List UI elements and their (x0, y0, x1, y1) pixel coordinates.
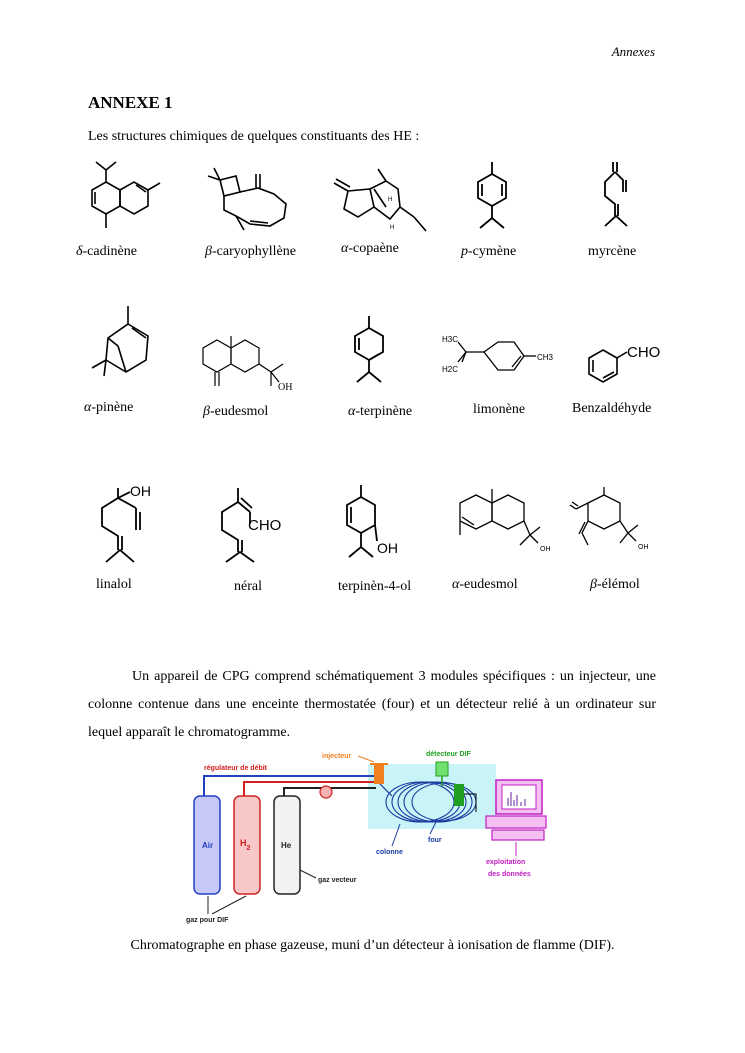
structure-limonene (440, 330, 555, 392)
label-a-terpinene: α-terpinène (348, 404, 413, 419)
svg-text:des données: des données (488, 871, 531, 878)
svg-text:H3C: H3C (442, 335, 459, 344)
svg-text:four: four (428, 837, 442, 844)
label-neral: néral (234, 579, 262, 594)
label-limonene: limonène (473, 402, 526, 417)
label-a-eudesmol: α-eudesmol (452, 577, 518, 592)
label-myrcene: myrcène (588, 244, 637, 259)
svg-text:H2: $H_2$ (240, 838, 251, 852)
svg-text:OH: OH (540, 546, 551, 553)
structure-b-eudesmol (195, 330, 305, 400)
structure-b-elemol (566, 487, 678, 567)
regulator-icon (320, 786, 332, 798)
svg-text:H2C: H2C (442, 365, 459, 374)
cpg-paragraph: Un appareil de CPG comprend schématiquement 3 modules spécifiques : un injecteur, une colonne contenue dans une enceinte thermostatée (four) et un détecteur relié à un ordinateur sur lequel apparaît le chromatogramme. (88, 669, 656, 740)
label-cadinene: δ-cadinène (76, 244, 137, 259)
svg-text:gaz pour DIF: gaz pour DIF (186, 917, 229, 924)
structure-caryophyllene (200, 166, 300, 241)
label-b-eudesmol: β-eudesmol (203, 404, 269, 419)
structure-cymene (468, 160, 518, 240)
svg-text:gaz vecteur: gaz vecteur (318, 877, 357, 884)
injector (374, 764, 384, 784)
annex-title: ANNEXE 1 (88, 93, 173, 112)
structure-linalol (96, 482, 166, 570)
structure-a-terpinene (345, 314, 395, 394)
svg-text:exploitation: exploitation (486, 859, 526, 866)
running-header: Annexes (611, 44, 655, 59)
label-pinene: α-pinène (84, 400, 134, 415)
label-benzaldehyde: Benzaldéhyde (572, 401, 652, 416)
svg-text:CH3: CH3 (537, 353, 554, 362)
svg-text:injecteur: injecteur (322, 753, 352, 760)
label-cymene: p-cymène (461, 244, 517, 259)
detector (436, 762, 448, 776)
figure-caption: Chromatographe en phase gazeuse, muni d’un détecteur à ionisation de flamme (DIF). (130, 938, 615, 953)
svg-text:OH: OH (130, 483, 151, 499)
structure-copaene (330, 163, 430, 238)
detector-electrode (454, 784, 464, 806)
structure-pinene (88, 302, 158, 392)
svg-text:OH: OH (278, 382, 293, 393)
svg-text:détecteur DIF: détecteur DIF (426, 751, 471, 758)
svg-text:CHO: CHO (248, 517, 282, 534)
intro-text: Les structures chimiques de quelques constituants des HE : (88, 129, 420, 144)
structure-neral (212, 486, 292, 566)
svg-text:OH: OH (638, 544, 649, 551)
structure-a-eudesmol (440, 487, 555, 567)
label-caryophyllene: β-caryophyllène (205, 244, 296, 259)
svg-text:colonne: colonne (376, 849, 403, 856)
label-linalol: linalol (96, 577, 132, 592)
label-terpinen-4-ol: terpinèn-4-ol (338, 579, 412, 594)
svg-text:H: H (388, 197, 393, 203)
label-copaene: α-copaène (341, 241, 399, 256)
structure-myrcene (595, 160, 635, 240)
svg-text:CHO: CHO (627, 344, 661, 361)
svg-text:Air: Air (202, 841, 214, 850)
label-b-elemol: β-élémol (590, 577, 640, 592)
svg-text:He: He (281, 841, 292, 850)
structure-benzaldehyde (585, 338, 670, 388)
gc-diagram (180, 746, 560, 928)
structure-terpinen-4-ol (335, 483, 415, 573)
svg-text:OH: OH (377, 540, 398, 556)
svg-text:régulateur de débit: régulateur de débit (204, 765, 268, 772)
structure-cadinene (86, 158, 166, 238)
svg-text:H: H (390, 225, 395, 231)
